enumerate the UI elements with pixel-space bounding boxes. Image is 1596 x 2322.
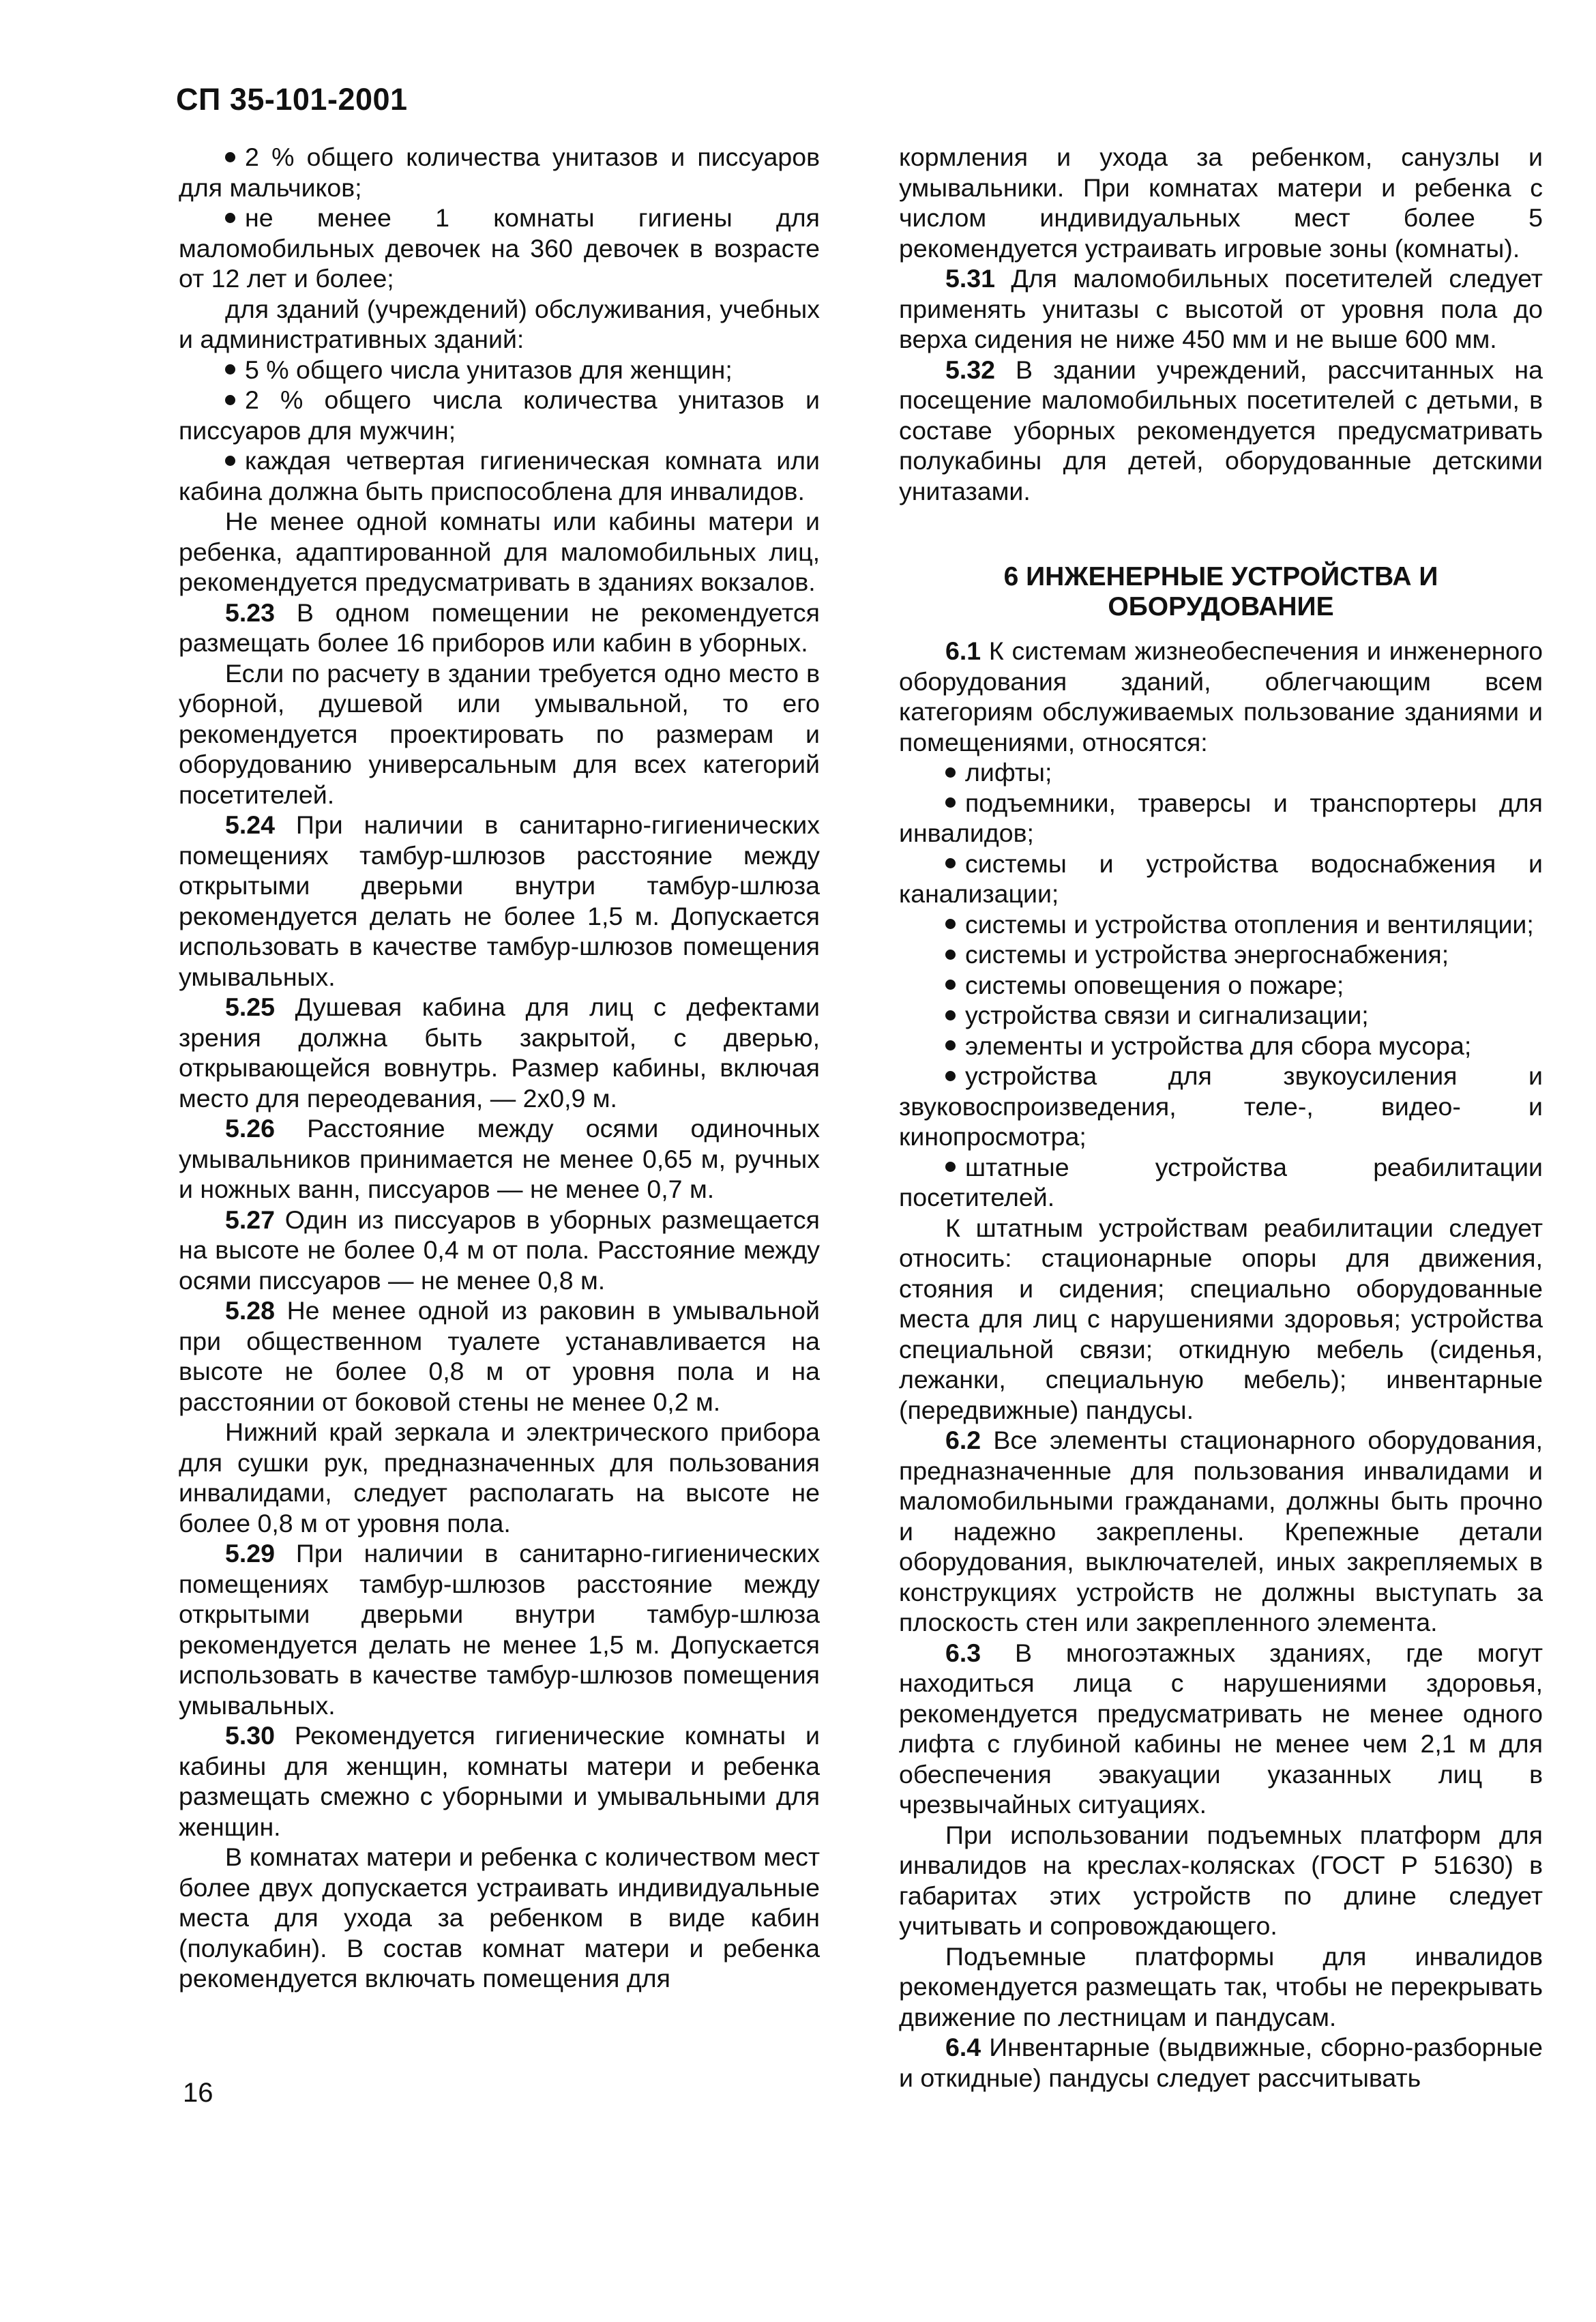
paragraph-text: системы и устройства отопления и вентиляции; [965,909,1534,939]
paragraph-text: системы и устройства водоснабжения и канализации; [899,849,1543,908]
paragraph [179,1113,820,1205]
paragraph-text: В здании учреждений, рассчитанных на посещение маломобильных посетителей с детьми, в составе уборных рекомендуется предусматривать полукабины для детей, оборудованные детскими унитазами. [899,355,1543,505]
paragraph-text: Не менее одной из раковин в умывальной при общественном туалете устанавливается на высоте не более 0,8 м от уровня пола и на расстоянии от боковой стены не менее 0,2 м. [179,1296,820,1416]
paragraph [899,355,1543,507]
bullet-item [899,1152,1543,1213]
paragraph-text: При использовании подъемных платформ для инвалидов на креслах-колясках (ГОСТ Р 51630) в габаритах этих устройств по длине следует учитывать и сопровождающего. [899,1820,1543,1940]
paragraph-text: Нижний край зеркала и электрического прибора для сушки рук, предназначенных для пользования инвалидами, следует располагать на высоте не более 0,8 м от уровня пола. [179,1417,820,1538]
paragraph-text: элементы и устройства для сбора мусора; [965,1031,1472,1060]
paragraph-text: для зданий (учреждений) обслуживания, учебных и административных зданий: [179,294,820,353]
bullet-item [899,970,1543,1001]
bullet-icon [945,797,956,808]
paragraph [899,1213,1543,1426]
paragraph-text: Не менее одной комнаты или кабины матери и ребенка, адаптированной для маломобильных лиц, рекомендуется предусматривать в зданиях вокзалов. [179,507,820,596]
bullet-item [899,939,1543,970]
paragraph [899,263,1543,355]
clause-number: 6.2 [945,1426,981,1454]
bullet-item [899,1031,1543,1061]
paragraph-text: 2 % общего количества унитазов и писсуаров для мальчиков; [179,143,820,202]
bullet-item [179,142,820,203]
paragraph-text: Один из писсуаров в уборных размещается на высоте не более 0,4 м от пола. Расстояние между осями писсуаров — не менее 0,8 м. [179,1205,820,1295]
clause-number: 5.24 [225,810,275,839]
paragraph [899,2032,1543,2093]
bullet-icon [225,152,235,162]
paragraph-text: При наличии в санитарно-гигиенических помещениях тамбур-шлюзов расстояние между открытыми дверьми внутри тамбур-шлюза рекомендуется делать не более 1,5 м. Допускается использовать в качестве тамбур-шлюзов помещения умывальных. [179,810,820,991]
section-heading-text: 6 ИНЖЕНЕРНЫЕ УСТРОЙСТВА И ОБОРУДОВАНИЕ [1003,562,1438,621]
bullet-icon [225,364,235,374]
bullet-item [899,1000,1543,1031]
paragraph [179,1842,820,1994]
paragraph [179,1417,820,1538]
paragraph-text: 2 % общего числа количества унитазов и писсуаров для мужчин; [179,385,820,445]
paragraph-text: кормления и ухода за ребенком, санузлы и умывальники. При комнатах матери и ребенка с числом индивидуальных мест более 5 рекомендуется устраивать игровые зоны (комнаты). [899,143,1543,263]
paragraph-text: системы оповещения о пожаре; [965,970,1344,999]
paragraph [899,1941,1543,2033]
paragraph [899,1638,1543,1820]
bullet-item [179,203,820,294]
paragraph [179,1720,820,1842]
left-text-column [179,142,820,1994]
document-code-header: СП 35-101-2001 [176,82,408,117]
paragraph [899,636,1543,757]
paragraph [179,810,820,992]
clause-number: 5.25 [225,993,275,1021]
paragraph-text: Для маломобильных посетителей следует применять унитазы с высотой от уровня пола до верха сидения не ниже 450 мм и не выше 600 мм. [899,264,1543,353]
bullet-item [899,788,1543,849]
paragraph-text: 5 % общего числа унитазов для женщин; [245,355,733,384]
bullet-icon [945,1071,956,1081]
bullet-icon [945,858,956,868]
paragraph [899,1425,1543,1638]
bullet-icon [945,1040,956,1050]
clause-number: 5.31 [945,264,995,293]
paragraph [179,598,820,658]
clause-number: 6.3 [945,1638,981,1667]
bullet-icon [945,1162,956,1172]
paragraph-text: устройства связи и сигнализации; [965,1001,1369,1029]
paragraph-text: К штатным устройствам реабилитации следует относить: стационарные опоры для движения, стояния и сидения; специально оборудованные места для лиц с нарушениями здоровья; устройства специальной связи; откидную мебель (сиденья, лежанки, специальную мебель); инвентарные (передвижные) пандусы. [899,1213,1543,1424]
clause-number: 5.28 [225,1296,275,1325]
bullet-item [899,1061,1543,1152]
clause-number: 6.4 [945,2033,981,2061]
paragraph-text: Если по расчету в здании требуется одно место в уборной, душевой или умывальной, то его рекомендуется проектировать по размерам и оборудованию универсальным для всех категорий посетителей. [179,658,820,809]
paragraph [899,142,1543,263]
paragraph [179,294,820,355]
paragraph-text: Инвентарные (выдвижные, сборно-разборные и откидные) пандусы следует рассчитывать [899,2033,1543,2092]
bullet-icon [945,767,956,778]
bullet-item [179,445,820,506]
clause-number: 5.29 [225,1539,275,1568]
clause-number: 6.1 [945,636,981,665]
paragraph-text: каждая четвертая гигиеническая комната или кабина должна быть приспособлена для инвалидов. [179,446,820,505]
paragraph-text: К системам жизнеобеспечения и инженерного оборудования зданий, облегчающим всем категориям обслуживаемых пользование зданиями и помещениями, относятся: [899,636,1543,756]
paragraph [179,992,820,1113]
bullet-icon [945,919,956,929]
paragraph [179,658,820,810]
paragraph-text: Расстояние между осями одиночных умывальников принимается не менее 0,65 м, ручных и ножных ванн, писсуаров — не менее 0,7 м. [179,1114,820,1203]
paragraph-text: Все элементы стационарного оборудования, предназначенные для пользования инвалидами и маломобильными гражданами, должны быть прочно и надежно закреплены. Крепежные детали оборудования, выключателей, иных закрепляемых в конструкциях устройств не должны выступать за плоскость стен или закрепленного элемента. [899,1426,1543,1636]
clause-number: 5.32 [945,355,995,384]
paragraph-text: Подъемные платформы для инвалидов рекомендуется размещать так, чтобы не перекрывать движение по лестницам и пандусам. [899,1941,1543,2031]
bullet-icon [225,456,235,466]
clause-number: 5.23 [225,598,275,627]
bullet-item [899,909,1543,940]
paragraph [179,1205,820,1296]
bullet-icon [945,950,956,960]
paragraph [179,506,820,598]
paragraph [179,1538,820,1720]
paragraph-text: системы и устройства энергоснабжения; [965,940,1449,969]
paragraph-text: лифты; [965,758,1052,787]
paragraph-text: не менее 1 комнаты гигиены для маломобильных девочек на 360 девочек в возрасте от 12 лет и более; [179,203,820,293]
paragraph-text: В комнатах матери и ребенка с количеством мест более двух допускается устраивать индивидуальные места для ухода за ребенком в виде кабин (полукабин). В состав комнат матери и ребенка рекомендуется включать помещения для [179,1842,820,1993]
page-number: 16 [183,2078,213,2108]
paragraph [179,1295,820,1417]
clause-number: 5.27 [225,1205,275,1234]
paragraph-text: подъемники, траверсы и транспортеры для инвалидов; [899,788,1543,847]
right-text-column [899,142,1543,2093]
bullet-icon [945,980,956,990]
section-heading [899,562,1543,622]
paragraph-text: штатные устройства реабилитации посетителей. [899,1152,1543,1211]
paragraph-text: В одном помещении не рекомендуется размещать более 16 приборов или кабин в уборных. [179,598,820,657]
paragraph-text: устройства для звукоусиления и звуковоспроизведения, теле-, видео- и кинопросмотра; [899,1061,1543,1151]
bullet-icon [945,1010,956,1020]
clause-number: 5.30 [225,1721,275,1750]
bullet-item [179,385,820,445]
clause-number: 5.26 [225,1114,275,1143]
bullet-item [899,757,1543,788]
paragraph-text: Рекомендуется гигиенические комнаты и кабины для женщин, комнаты матери и ребенка размещать смежно с уборными и умывальными для женщин. [179,1721,820,1841]
bullet-item [179,355,820,385]
bullet-item [899,849,1543,909]
paragraph-text: При наличии в санитарно-гигиенических помещениях тамбур-шлюзов расстояние между открытыми дверьми внутри тамбур-шлюза рекомендуется делать не менее 1,5 м. Допускается использовать в качестве тамбур-шлюзов помещения умывальных. [179,1539,820,1720]
paragraph [899,1820,1543,1941]
bullet-icon [225,395,235,405]
paragraph-text: Душевая кабина для лиц с дефектами зрения должна быть закрытой, с дверью, открывающейся вовнутрь. Размер кабины, включая место для переодевания, — 2х0,9 м. [179,993,820,1113]
paragraph-text: В многоэтажных зданиях, где могут находиться лица с нарушениями здоровья, рекомендуется предусматривать не менее одного лифта с глубиной кабины не менее чем 2,1 м для обеспечения эвакуации указанных лиц в чрезвычайных ситуациях. [899,1638,1543,1819]
bullet-icon [225,213,235,223]
